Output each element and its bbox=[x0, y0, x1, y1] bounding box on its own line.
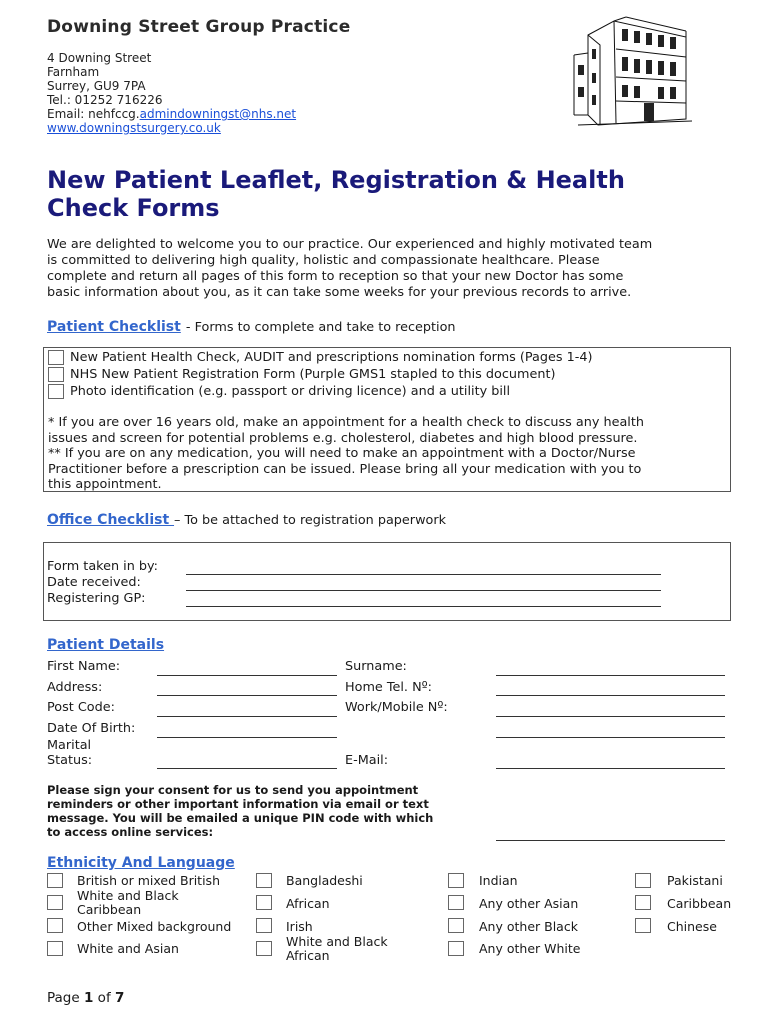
work-tel-field-2[interactable] bbox=[496, 737, 725, 738]
ethnicity-heading: Ethnicity And Language bbox=[47, 855, 235, 871]
ethnicity-checkbox[interactable] bbox=[47, 941, 63, 956]
form-taken-field[interactable] bbox=[186, 574, 661, 575]
email-link[interactable]: admindowningst@nhs.net bbox=[139, 107, 297, 121]
ethnicity-option: Chinese bbox=[667, 919, 717, 934]
ethnicity-checkbox[interactable] bbox=[635, 873, 651, 888]
checklist-checkbox[interactable] bbox=[48, 350, 64, 365]
work-tel-field[interactable] bbox=[496, 716, 725, 717]
page-number: Page 1 of 7 bbox=[47, 990, 125, 1006]
ethnicity-option: White and Black Caribbean bbox=[77, 888, 179, 917]
ethnicity-checkbox[interactable] bbox=[256, 918, 272, 933]
website-link[interactable]: www.downingstsurgery.co.uk bbox=[47, 121, 221, 135]
home-tel-field[interactable] bbox=[496, 695, 725, 696]
intro-paragraph: We are delighted to welcome you to our practice. Our experienced and highly motivated team is committed to delivering high quality, holistic and compassionate healthcare. Please complete and return all pages of this form to reception so that your new Doctor has some basic information about you, as it can take some weeks for your previous records to arrive. bbox=[47, 237, 653, 300]
ethnicity-checkbox[interactable] bbox=[47, 895, 63, 910]
ethnicity-checkbox[interactable] bbox=[256, 873, 272, 888]
checklist-item: New Patient Health Check, AUDIT and prescriptions nomination forms (Pages 1-4) bbox=[70, 350, 593, 365]
ethnicity-checkbox[interactable] bbox=[448, 873, 464, 888]
checklist-checkbox[interactable] bbox=[48, 367, 64, 382]
office-checklist-heading: Office Checklist – To be attached to registration paperwork bbox=[47, 512, 447, 528]
ethnicity-option: African bbox=[286, 896, 330, 911]
ethnicity-option: Other Mixed background bbox=[77, 919, 232, 934]
ethnicity-option: Caribbean bbox=[667, 896, 732, 911]
ethnicity-checkbox[interactable] bbox=[256, 941, 272, 956]
patient-checklist-box bbox=[43, 347, 731, 492]
email-field[interactable] bbox=[496, 768, 725, 769]
surname-label: Surname: bbox=[345, 659, 407, 674]
marital-label: Marital bbox=[47, 738, 92, 753]
first-name-field[interactable] bbox=[157, 675, 337, 676]
dob-label: Date Of Birth: bbox=[47, 721, 136, 736]
registering-gp-label: Registering GP: bbox=[47, 591, 146, 606]
ethnicity-checkbox[interactable] bbox=[448, 895, 464, 910]
consent-text: Please sign your consent for us to send you appointment reminders or other important information via email or text message. You will be emailed a unique PIN code with which to access online services: bbox=[47, 783, 434, 839]
email-label: Email: nehfccg. bbox=[47, 107, 140, 121]
checklist-item: NHS New Patient Registration Form (Purple GMS1 stapled to this document) bbox=[70, 367, 556, 382]
consent-signature-field[interactable] bbox=[496, 840, 725, 841]
ethnicity-option: Irish bbox=[286, 919, 313, 934]
form-taken-label: Form taken in by: bbox=[47, 559, 158, 574]
ethnicity-option: Bangladeshi bbox=[286, 873, 363, 888]
ethnicity-checkbox[interactable] bbox=[635, 918, 651, 933]
address-line: 4 Downing Street bbox=[47, 51, 152, 65]
ethnicity-option: Indian bbox=[479, 873, 518, 888]
checklist-checkbox[interactable] bbox=[48, 384, 64, 399]
ethnicity-option: Pakistani bbox=[667, 873, 723, 888]
marital-status-field[interactable] bbox=[157, 768, 337, 769]
practice-name: Downing Street Group Practice bbox=[47, 17, 351, 37]
ethnicity-checkbox[interactable] bbox=[256, 895, 272, 910]
date-received-field[interactable] bbox=[186, 590, 661, 591]
checklist-item: Photo identification (e.g. passport or driving licence) and a utility bill bbox=[70, 384, 511, 399]
work-tel-label: Work/Mobile Nº: bbox=[345, 700, 448, 715]
patient-details-heading: Patient Details bbox=[47, 637, 165, 653]
address-label: Address: bbox=[47, 680, 103, 695]
address-line: Surrey, GU9 7PA bbox=[47, 79, 146, 93]
ethnicity-checkbox[interactable] bbox=[448, 941, 464, 956]
date-received-label: Date received: bbox=[47, 575, 141, 590]
checklist-notes: * If you are over 16 years old, make an appointment for a health check to discuss any health issues and screen for potential problems e.g. cholesterol, diabetes and high blood pressure. ** If you are on any medication, you will need to make an appointment with a Doctor/Nurse Practitioner before a prescription can be issued. Please bring all your medication with you to this appointment. bbox=[48, 415, 644, 493]
office-checklist-box bbox=[43, 542, 731, 621]
first-name-label: First Name: bbox=[47, 659, 121, 674]
dob-field[interactable] bbox=[157, 737, 337, 738]
email-label: E-Mail: bbox=[345, 753, 389, 768]
practice-address bbox=[47, 51, 296, 135]
surname-field[interactable] bbox=[496, 675, 725, 676]
address-line: Farnham bbox=[47, 65, 100, 79]
registering-gp-field[interactable] bbox=[186, 606, 661, 607]
ethnicity-checkbox[interactable] bbox=[47, 918, 63, 933]
ethnicity-option: Any other Asian bbox=[479, 896, 579, 911]
page-title: New Patient Leaflet, Registration & Health Check Forms bbox=[47, 166, 625, 222]
patient-checklist-heading: Patient Checklist - Forms to complete and take to reception bbox=[47, 319, 456, 335]
ethnicity-checkbox[interactable] bbox=[448, 918, 464, 933]
building-sketch-icon bbox=[568, 15, 696, 127]
marital-status-label: Status: bbox=[47, 753, 93, 768]
ethnicity-option: White and Asian bbox=[77, 941, 179, 956]
post-code-field[interactable] bbox=[157, 716, 337, 717]
ethnicity-checkbox[interactable] bbox=[635, 895, 651, 910]
ethnicity-option: British or mixed British bbox=[77, 873, 220, 888]
email-line bbox=[47, 107, 296, 121]
ethnicity-option: White and Black African bbox=[286, 934, 388, 963]
ethnicity-option: Any other Black bbox=[479, 919, 578, 934]
ethnicity-option: Any other White bbox=[479, 941, 581, 956]
ethnicity-checkbox[interactable] bbox=[47, 873, 63, 888]
telephone: Tel.: 01252 716226 bbox=[47, 93, 163, 107]
post-code-label: Post Code: bbox=[47, 700, 115, 715]
home-tel-label: Home Tel. Nº: bbox=[345, 680, 432, 695]
address-field[interactable] bbox=[157, 695, 337, 696]
